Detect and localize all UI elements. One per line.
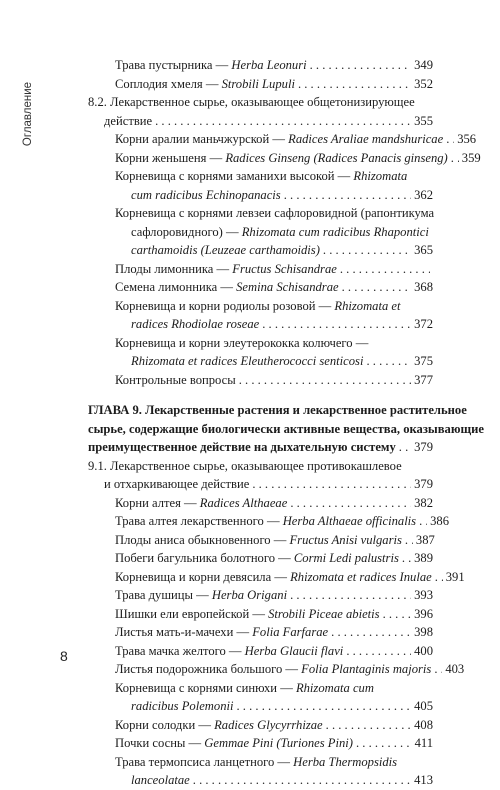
toc-page-number: 375 — [414, 354, 433, 368]
toc-entry-latin-name: Folia Plantaginis majoris — [301, 662, 432, 676]
section-side-label — [20, 54, 36, 174]
toc-entry-latin-name: radices Rhodiolae roseae — [131, 317, 260, 331]
toc-item-entry[interactable] — [88, 260, 433, 279]
toc-page-number: 403 — [445, 662, 465, 676]
toc-entry-title: ГЛАВА 9. Лекарственные растения и лекарственное растительное — [88, 403, 467, 417]
toc-item-entry[interactable] — [88, 679, 433, 716]
toc-item-entry[interactable] — [88, 753, 433, 790]
toc-entry-text — [115, 681, 374, 695]
toc-entry-latin-name: radicibus Polemonii — [131, 699, 234, 713]
toc-item-entry[interactable] — [88, 167, 433, 204]
toc-entry-title: Корневища с корнями заманихи высокой — — [115, 169, 354, 183]
toc-entry-title: действие — [104, 113, 153, 128]
toc-entry-latin-name: Rhizomata — [353, 169, 408, 183]
toc-entry-text — [131, 771, 190, 790]
toc-entry-title: 8.2. Лекарственное сырье, оказывающее общетонизирующее — [88, 95, 415, 109]
toc-entry-title: Контрольные вопросы — [115, 372, 236, 387]
toc-entry-text — [115, 75, 295, 94]
toc-entry-title: Листья мать-и-мачехи — — [115, 625, 253, 639]
toc-item-entry[interactable] — [88, 716, 433, 735]
toc-entry-text — [131, 241, 320, 260]
toc-entry-text — [115, 299, 401, 313]
toc-entry-title: Трава алтея лекарственного — — [115, 514, 283, 528]
toc-entry-latin-name: Radices Ginseng (Radices Panacis ginseng) — [225, 150, 448, 165]
toc-entry-text — [115, 512, 416, 531]
toc-entry-latin-name: Herba Origani — [211, 588, 288, 602]
dot-leader — [340, 260, 430, 279]
toc-section-entry[interactable] — [88, 457, 433, 494]
toc-entry-title: Семена лимонника — — [115, 280, 237, 294]
toc-entry-text — [115, 130, 443, 149]
toc-item-entry[interactable] — [88, 568, 465, 587]
toc-entry-text — [115, 623, 328, 642]
toc-entry-latin-name: Rhizomata et radices Eleutherococci senticosi — [131, 354, 364, 368]
toc-entry-title: Корневища и корни элеутерококка колючего — — [115, 335, 369, 350]
toc-page-number: 372 — [414, 317, 433, 331]
toc-page-number: 389 — [414, 551, 433, 565]
toc-entry-latin-name: Cormi Ledi palustris — [293, 551, 399, 565]
toc-page-number: 377 — [414, 372, 433, 387]
toc-item-entry[interactable] — [88, 130, 477, 149]
dot-leader — [451, 149, 459, 168]
dot-leader — [405, 531, 413, 550]
dot-leader — [435, 568, 443, 587]
toc-entry-title: Плоды лимонника — — [115, 261, 233, 276]
toc-item-entry[interactable] — [88, 549, 433, 568]
toc-entry-latin-name: Radices Althaeae — [199, 495, 288, 510]
dot-leader — [237, 697, 412, 716]
toc-entry-text — [88, 422, 484, 436]
toc-entry-title: Соплодия хмеля — — [115, 76, 222, 91]
toc-entry-title: Плоды аниса обыкновенного — — [115, 532, 290, 547]
toc-page-number: 398 — [414, 625, 433, 639]
toc-entry-latin-name: Folia Farfarae — [252, 625, 329, 639]
toc-entry-latin-name: Herba Leonuri — [231, 58, 307, 72]
toc-entry-title: Корневища и корни девясила — — [115, 569, 291, 584]
toc-entry-text — [115, 605, 380, 624]
dot-leader — [399, 438, 411, 457]
toc-entry-title: Трава мачка желтого — — [115, 643, 245, 658]
toc-page-number: 391 — [445, 569, 465, 584]
dot-leader — [252, 475, 411, 494]
section-gap — [88, 389, 433, 401]
toc-entry-text — [131, 697, 234, 716]
toc-page-number: 396 — [414, 606, 433, 621]
toc-entry-latin-name: cum radicibus Echinopanacis — [131, 187, 281, 202]
toc-entry-title: Корневища с корнями синюхи — — [115, 680, 296, 695]
toc-page-number: 413 — [414, 773, 433, 787]
dot-leader — [366, 352, 411, 371]
dot-leader — [298, 75, 411, 94]
dot-leader — [326, 716, 411, 735]
toc-page-number: 387 — [415, 532, 435, 547]
toc-entry-title: сафлоровидного) — — [131, 224, 242, 239]
toc-entry-latin-name: Rhizomata et radices Inulae — [290, 569, 432, 584]
toc-entry-latin-name: Fructus Anisi vulgaris — [289, 532, 402, 547]
toc-item-entry[interactable] — [88, 56, 433, 75]
toc-entry-text — [115, 660, 431, 679]
toc-page-number: 393 — [414, 588, 433, 602]
toc-entry-title: Почки сосны — — [115, 736, 205, 750]
toc-item-entry[interactable] — [88, 734, 433, 753]
toc-entry-title: Трава душицы — — [115, 588, 212, 602]
toc-entry-latin-name: Radices Glycyrrhizae — [214, 717, 323, 732]
toc-page-number: 368 — [414, 280, 433, 294]
toc-entry-text — [115, 336, 368, 350]
toc-entry-text — [115, 169, 407, 183]
toc-item-entry[interactable] — [88, 660, 465, 679]
toc-entry-title: Корни солодки — — [115, 717, 215, 732]
toc-entry-latin-name: Herba Thermopsidis — [293, 754, 398, 769]
toc-page-number: 408 — [414, 717, 433, 732]
toc-entry-text — [115, 568, 432, 587]
toc-entry-title: Трава термопсиса ланцетного — — [115, 754, 294, 769]
toc-entry-latin-name: Strobili Lupuli — [221, 76, 295, 91]
toc-item-entry[interactable] — [88, 512, 449, 531]
toc-entry-latin-name: Rhizomata cum radicibus Rhapontici — [241, 224, 429, 239]
dot-leader — [331, 623, 411, 642]
toc-entry-title: Корневища с корнями левзеи сафлоровидной (рапонтикума — [115, 206, 435, 220]
toc-entry-title: Трава пустырника — — [115, 58, 232, 72]
toc-entry-text — [115, 531, 402, 550]
toc-page-number: 379 — [414, 440, 433, 454]
dot-leader — [323, 241, 411, 260]
toc-entry-text — [115, 642, 343, 661]
toc-entry-text — [115, 716, 323, 735]
dot-leader — [383, 605, 412, 624]
toc-entry-title: Корни алтея — — [115, 495, 200, 510]
toc-page-number: 379 — [414, 477, 433, 491]
toc-entry-text — [115, 734, 353, 753]
toc-entry-text — [104, 112, 152, 131]
dot-leader — [434, 660, 442, 679]
toc-page-number: 411 — [414, 736, 433, 750]
toc-entry-text — [88, 95, 415, 109]
toc-entry-text — [88, 403, 467, 417]
toc-entry-text — [115, 278, 339, 297]
toc-entry-latin-name: lanceolatae — [131, 773, 190, 787]
toc-entry-text — [88, 438, 396, 457]
toc-item-entry[interactable] — [88, 623, 433, 642]
toc-entry-latin-name: Radices Araliae mandshuricae — [288, 132, 444, 146]
toc-entry-title: и отхаркивающее действие — [104, 477, 250, 491]
toc-entry-latin-name: Rhizomata et — [334, 298, 401, 313]
toc-entry-text — [115, 371, 236, 390]
toc-entry-title: Корни аралии маньчжурской — — [115, 132, 289, 146]
toc-entry-latin-name: Semina Schisandrae — [236, 280, 339, 294]
toc-entry-text — [104, 475, 249, 494]
toc-entry-text — [115, 206, 434, 220]
toc-item-entry[interactable] — [88, 494, 433, 513]
toc-entry-latin-name: Gemmae Pini (Turiones Pini) — [204, 736, 353, 750]
dot-leader — [446, 130, 454, 149]
toc-entry-latin-name: Fructus Schisandrae — [232, 261, 337, 276]
dot-leader — [290, 586, 411, 605]
toc-section-entry[interactable] — [88, 93, 433, 130]
dot-leader — [239, 371, 411, 390]
toc-entry-text — [115, 149, 448, 168]
toc-entry-title: Корневища и корни родиолы розовой — — [115, 298, 335, 313]
toc-item-entry[interactable] — [88, 75, 433, 94]
toc-item-entry[interactable] — [88, 334, 433, 371]
toc-chapter-entry[interactable] — [88, 401, 484, 457]
toc-page-number: 386 — [430, 514, 449, 528]
toc-item-entry[interactable] — [88, 278, 433, 297]
toc-entry-title: Листья подорожника большого — — [115, 662, 302, 676]
toc-page-number: 355 — [414, 113, 433, 128]
toc-page-number: 352 — [414, 76, 433, 91]
dot-leader — [262, 315, 411, 334]
toc-entry-title: Корни женьшеня — — [115, 150, 226, 165]
toc-entry-latin-name: carthamoidis (Leuzeae carthamoidis) — [131, 243, 320, 257]
toc-entry-text — [115, 755, 397, 769]
toc-entry-text — [131, 225, 429, 239]
toc-page-number: 356 — [457, 132, 477, 146]
toc-page-number: 400 — [414, 643, 433, 658]
toc-entry-latin-name: Rhizomata cum — [295, 680, 374, 695]
dot-leader — [193, 771, 411, 790]
toc-entry-title: Побеги багульника болотного — — [115, 551, 294, 565]
dot-leader — [342, 278, 412, 297]
toc-entry-text — [115, 260, 337, 279]
toc-page-number: 405 — [414, 699, 433, 713]
toc-entry-latin-name: Strobili Piceae abietis — [268, 606, 380, 621]
toc-entry-text — [131, 315, 259, 334]
toc-entry-text — [115, 586, 287, 605]
toc-entry-text — [115, 494, 287, 513]
toc-item-entry[interactable] — [88, 204, 433, 260]
toc-item-entry[interactable] — [88, 149, 481, 168]
dot-leader — [310, 56, 411, 75]
toc-item-entry[interactable] — [88, 371, 433, 390]
toc-entry-title: сырье, содержащие биологически активные вещества, оказывающие — [88, 421, 484, 436]
toc-item-entry[interactable] — [88, 642, 433, 661]
toc-entry-text — [115, 56, 307, 75]
toc-item-entry[interactable] — [88, 297, 433, 334]
toc-entry-text — [131, 352, 363, 371]
table-of-contents — [88, 56, 484, 790]
toc-entry-latin-name: Herba Althaeae officinalis — [282, 514, 417, 528]
dot-leader — [290, 494, 411, 513]
dot-leader — [346, 642, 411, 661]
dot-leader — [402, 549, 411, 568]
toc-entry-text — [131, 186, 281, 205]
toc-page-number: 365 — [414, 243, 433, 257]
toc-entry-title: Шишки ели европейской — — [115, 606, 269, 621]
toc-entry-title: 9.1. Лекарственное сырье, оказывающее противокашлевое — [88, 458, 402, 473]
toc-item-entry[interactable] — [88, 586, 433, 605]
dot-leader — [155, 112, 411, 131]
toc-item-entry[interactable] — [88, 531, 433, 550]
page-number: 8 — [60, 648, 68, 664]
dot-leader — [284, 186, 411, 205]
dot-leader — [356, 734, 412, 753]
toc-page-number: 359 — [461, 150, 481, 165]
toc-entry-latin-name: Herba Glaucii flavi — [244, 643, 344, 658]
toc-entry-text — [115, 549, 399, 568]
toc-page-number: 382 — [414, 495, 433, 510]
toc-page-number: 362 — [414, 187, 433, 202]
dot-leader — [419, 512, 427, 531]
toc-entry-title: преимущественное действие на дыхательную систему — [88, 440, 396, 454]
side-label-text: Оглавление — [22, 81, 34, 147]
toc-item-entry[interactable] — [88, 605, 433, 624]
toc-entry-text — [88, 459, 402, 473]
toc-page-number: 349 — [414, 58, 433, 72]
